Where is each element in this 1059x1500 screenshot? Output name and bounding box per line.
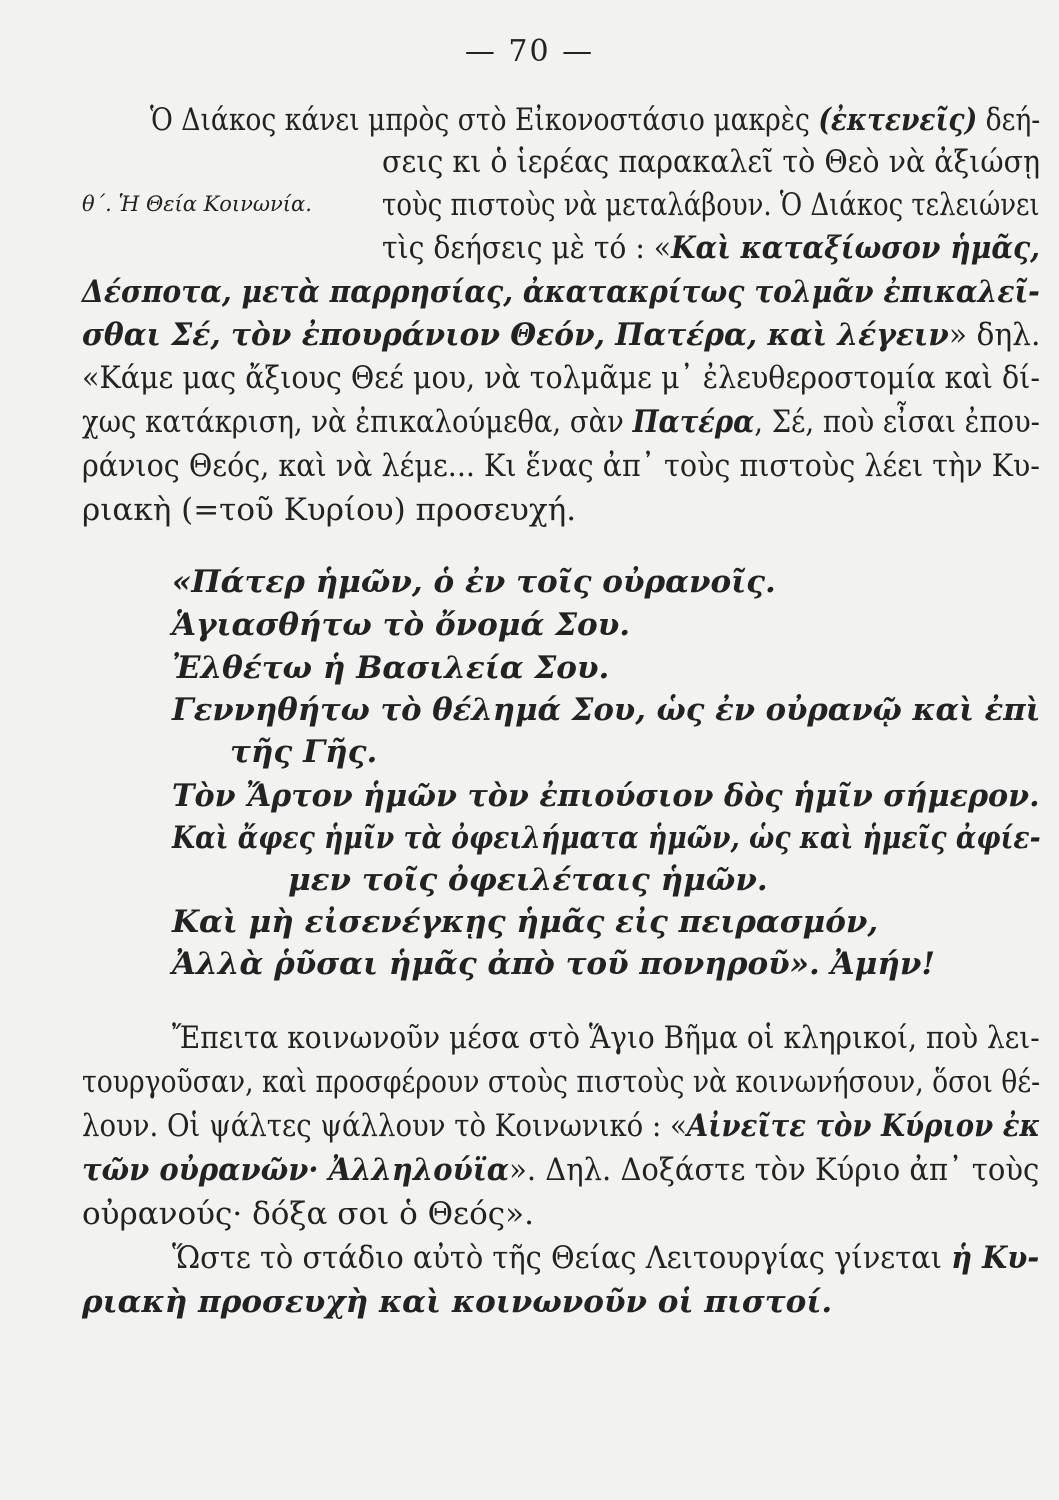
prayer-line: μεν τοῖς ὀφειλέταις ἡμῶν. xyxy=(288,862,768,898)
text-line: Ὁ Διάκος κάνει μπρὸς στὸ Εἰκονοστάσιο μακρὲς (ἐκτενεῖς) δεή- xyxy=(150,102,1041,138)
prayer-line: Καὶ ἄφες ἡμῖν τὰ ὀφειλήματα ἡμῶν, ὡς καὶ ἡμεῖς ἀφίε- xyxy=(172,820,1041,856)
text-line: Ὥστε τὸ στάδιο αὐτὸ τῆς Θείας Λειτουργίας γίνεται ἡ Κυ- xyxy=(172,1240,1040,1276)
page-number: — 70 — xyxy=(464,34,595,69)
prayer-line: Ἁγιασθήτω τὸ ὄνομά Σου. xyxy=(172,607,631,643)
prayer-line: «Πάτερ ἡμῶν, ὁ ἐν τοῖς οὐρανοῖς. xyxy=(172,564,776,600)
text-line: τουργοῦσαν, καὶ προσφέρουν στοὺς πιστοὺς νὰ κοινωνήσουν, ὅσοι θέ- xyxy=(82,1064,1041,1100)
prayer-line: Ἀλλὰ ῥῦσαι ἡμᾶς ἀπὸ τοῦ πονηροῦ». Ἀμήν! xyxy=(172,946,935,982)
text-line: χως κατάκριση, νὰ ἐπικαλούμεθα, σὰν Πατέρα, Σέ, ποὺ εἶσαι ἐπου- xyxy=(82,404,1040,440)
text-line: Ἔπειτα κοινωνοῦν μέσα στὸ Ἅγιο Βῆμα οἱ κληρικοί, ποὺ λει- xyxy=(172,1020,1040,1056)
prayer-line: Καὶ μὴ εἰσενέγκῃς ἡμᾶς εἰς πειρασμόν, xyxy=(172,904,879,940)
side-note: θ΄. Ἡ Θεία Κοινωνία. xyxy=(82,192,312,216)
prayer-line: τῆς Γῆς. xyxy=(230,734,378,770)
prayer-line: Ἐλθέτω ἡ Βασιλεία Σου. xyxy=(172,650,610,686)
text-line: «Κάμε μας ἄξιους Θεέ μου, νὰ τολμᾶμε μ᾽ ἐλευθεροστομία καὶ δί- xyxy=(82,360,1040,396)
text-line: τὶς δεήσεις μὲ τό : «Καὶ καταξίωσον ἡμᾶς, xyxy=(382,230,1040,266)
prayer-line: Τὸν Ἄρτον ἡμῶν τὸν ἐπιούσιον δὸς ἡμῖν σήμερον. xyxy=(172,778,1040,814)
text-line: σεις κι ὁ ἱερέας παρακαλεῖ τὸ Θεὸ νὰ ἀξιώσῃ xyxy=(382,144,1041,180)
text-line: τοὺς πιστοὺς νὰ μεταλάβουν. Ὁ Διάκος τελειώνει xyxy=(382,187,1040,223)
text-line: ριακὴ προσευχὴ καὶ κοινωνοῦν οἱ πιστοί. xyxy=(82,1284,833,1320)
text-line: Δέσποτα, μετὰ παρρησίας, ἀκατακρίτως τολμᾶν ἐπικαλεῖ- xyxy=(82,274,1040,310)
text-line: ράνιος Θεός, καὶ νὰ λέμε... Κι ἕνας ἀπ᾽ τοὺς πιστοὺς λέει τὴν Κυ- xyxy=(82,448,1040,484)
text-line: οὐρανούς· δόξα σοι ὁ Θεός». xyxy=(82,1196,534,1232)
text-line: ριακὴ (=τοῦ Κυρίου) προσευχή. xyxy=(82,492,577,528)
text-line: λουν. Οἱ ψάλτες ψάλλουν τὸ Κοινωνικό : «Αἰνεῖτε τὸν Κύριον ἐκ xyxy=(82,1108,1041,1144)
text-line: τῶν οὐρανῶν· Ἀλληλούϊα». Δηλ. Δοξάστε τὸν Κύριο ἀπ᾽ τοὺς xyxy=(82,1152,1040,1188)
prayer-line: Γεννηθήτω τὸ θέλημά Σου, ὡς ἐν οὐρανῷ καὶ ἐπὶ xyxy=(172,692,1041,728)
text-line: σθαι Σέ, τὸν ἐπουράνιον Θεόν, Πατέρα, καὶ λέγειν» δηλ. xyxy=(82,317,1041,353)
